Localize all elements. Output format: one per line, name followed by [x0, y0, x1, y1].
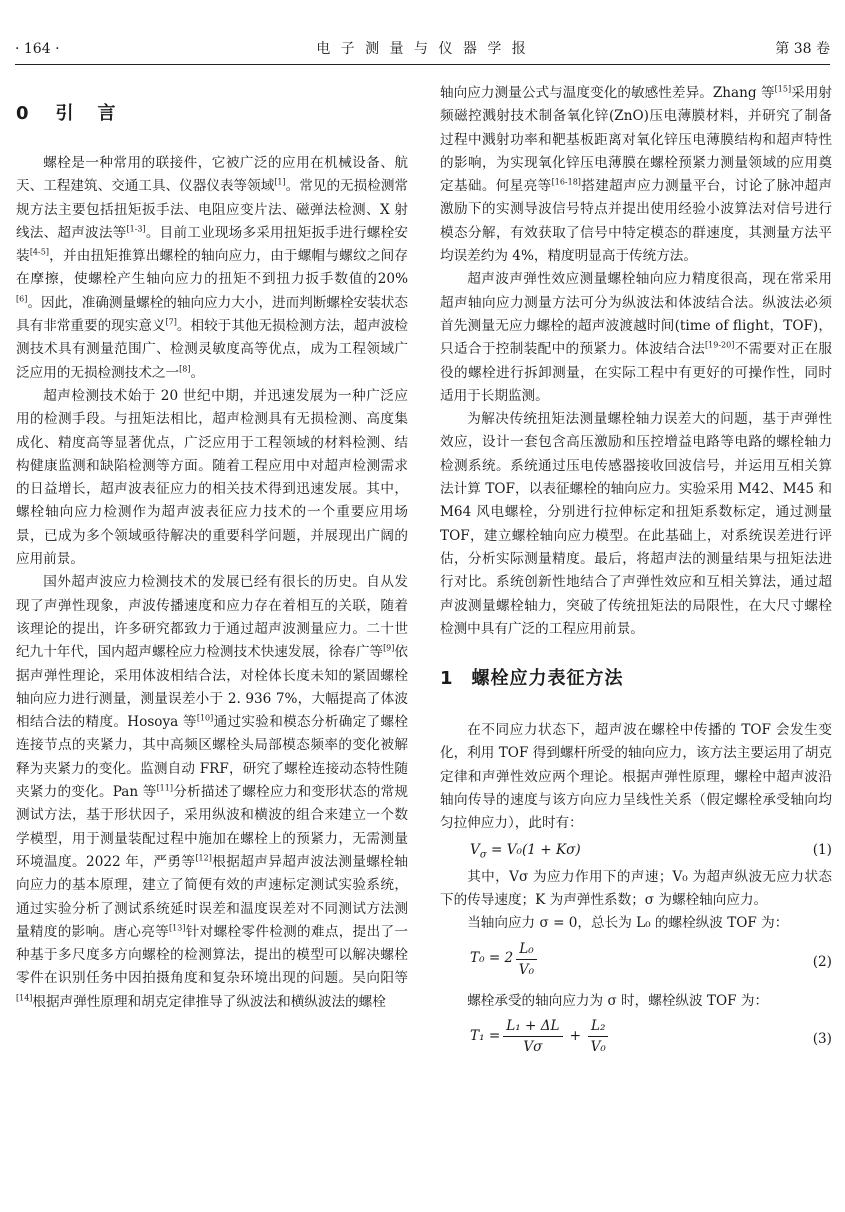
citation: [1]	[274, 177, 286, 187]
left-column	[16, 82, 408, 1014]
paragraph: 在不同应力状态下，超声波在螺栓中传播的 TOF 会发生变化，利用 TOF 得到螺杆所受的轴向应力，该方法主要运用了胡克定律和声弹性效应两个理论。根据声弹性原理，螺栓中超声波沿轴向传导的速度与该方向应力呈线性关系（假定螺栓承受轴向均匀拉伸应力），此时有：	[440, 722, 832, 832]
paragraph: 螺栓承受的轴向应力为 σ 时，螺栓纵波 TOF 为：	[467, 992, 769, 1009]
citation: [14]	[16, 993, 33, 1003]
volume-label: 第 38 卷	[775, 41, 830, 57]
section-heading-method	[440, 667, 832, 691]
citation: [16-18]	[551, 177, 581, 187]
page-number: · 164 ·	[15, 41, 60, 57]
section-title: 螺栓应力表征方法	[471, 668, 624, 690]
running-header	[15, 40, 830, 62]
citation: [4-5]	[29, 247, 49, 257]
equation-1: $V_\sigma = V_0(1 + K\sigma)$ (1)	[440, 839, 832, 863]
citation: [7]	[165, 317, 177, 327]
equation-number: (1)	[812, 841, 832, 858]
citation: [13]	[169, 923, 186, 933]
equation-number: (3)	[812, 1030, 832, 1047]
citation: [8]	[179, 364, 191, 374]
paragraph: 超声检测技术始于 20 世纪中期，并迅速发展为一种广泛应用的检测手段。与扭矩法相比，超声检测具有无损检测、高度集成化、精度高等显著优点，广泛应用于工程领域的材料检测、结构健康监测和缺陷检测等方面。随着工程应用中对超声检测需求的日益增长，超声波表征应力的相关技术得到迅速发展。其中，螺栓轴向应力检测作为超声波表征应力技术的一个重要应用场景，已成为多个领域亟待解决的重要科学问题，并展现出广阔的应用前景。	[16, 387, 408, 568]
paragraph: 国外超声波应力检测技术的发展已经有很长的历史。自从发现了声弹性现象，声波传播速度和应力存在着相互的关联，随着该理论的提出，许多研究都致力于通过超声波测量应力。二十世纪九十年代，国内超声螺栓应力检测技术快速发展，徐春广等[9]依据声弹性理论，采用体波相结合法，对栓体长度未知的紧固螺栓轴向应力进行测量，测量误差小于 2. 936 7%，大幅提高了体波相结合法的精度。Hosoya 等[10]通过实验和模态分析确定了螺栓连接节点的夹紧力，其中高频区螺栓头局部模态频率的变化被解释为夹紧力的变化。监测自动 FRF，研究了螺栓连接动态特性随夹紧力的变化。Pan 等[11]分析描述了螺栓应力和变形状态的常规测试方法，基于形状因子，采用纵波和横波的组合来建立一个数学模型，用于测量装配过程中施加在螺栓上的预紧力，无需测量环境温度。2022 年，严勇等[12]根据超声异超声波法测量螺栓轴向应力的基本原理，建立了简便有效的声速标定测试实验系统，通过实验分析了测试系统延时误差和温度误差对不同测试方法测量精度的影响。唐心亮等[13]针对螺栓零件检测的难点，提出了一种基于多尺度多方向螺栓的检测算法，提出的模型可以解决螺栓零件在识别任务中因拍摄角度和复杂环境出现的问题。吴向阳等[14]根据声弹性原理和胡克定律推导了纵波法和横纵波法的螺栓	[16, 574, 409, 1010]
citation: [11]	[156, 783, 173, 793]
paragraph: 当轴向应力 σ = 0，总长为 L₀ 的螺栓纵波 TOF 为：	[467, 915, 789, 932]
header-rule	[15, 64, 830, 65]
section-number: 0	[16, 103, 30, 124]
paragraph-continued: 轴向应力测量公式与温度变化的敏感性差异。Zhang 等[15]采用射频磁控溅射技术制备氧化锌(ZnO)压电薄膜材料，并研究了制备过程中溅射功率和靶基板距离对氧化锌压电薄膜结构和超声特性的影响，为实现氧化锌压电薄膜在螺栓预紧力测量领域的应用奠定基础。何星亮等[16-18]搭建超声应力测量平台，讨论了脉冲超声激励下的实测导波信号特点并提出使用经验小波算法对信号进行模态分解，有效获取了信号中特定模态的群速度，其测量方法平均误差约为 4%，精度明显高于传统方法。	[440, 84, 833, 265]
equation-2: T₀ = 2 $\frac{\text{L₀}}{\text{V₀}}$ (2)	[470, 940, 832, 978]
paragraph: 超声波声弹性效应测量螺栓轴向应力精度很高，现在常采用超声轴向应力测量方法可分为纵波法和体波结合法。纵波法必须首先测量无应力螺栓的超声波渡越时间(time of flight，TOF)，只适合于控制装配中的预紧力。体波结合法[19-20]不需要对正在服役的螺栓进行拆卸测量，在实际工程中有更好的可操作性，同时适用于长期监测。	[440, 271, 833, 404]
paragraph: 螺栓是一种常用的联接件，它被广泛的应用在机械设备、航天、工程建筑、交通工具、仪器仪表等领域[1]。常见的无损检测常规方法主要包括扭矩扳手法、电阻应变片法、磁弹法检测、X 射线法、超声波法等[1-3]。目前工业现场多采用扭矩扳手进行螺栓安装[4-5]，并由扭矩推算出螺栓的轴向应力，由于螺帽与螺纹之间存在摩擦，使螺栓产生轴向应力的扭矩不到扭力扳手数值的20%[6]。因此，准确测量螺栓的轴向应力大小，进而判断螺栓安装状态具有非常重要的现实意义[7]。相较于其他无损检测方法，超声波检测技术具有测量范围广、检测灵敏度高等优点，成为工程领域广泛应用的无损检测技术之一[8]。	[16, 155, 409, 381]
section-number: 1	[440, 668, 454, 690]
paragraph: 其中，Vσ 为应力作用下的声速；V₀ 为超声纵波无应力状态下的传导速度；K 为声弹性系数；σ 为螺栓轴向应力。	[440, 868, 832, 908]
section-title: 引言	[55, 103, 140, 124]
citation: [1-3]	[126, 224, 146, 234]
section-heading-intro	[16, 102, 408, 126]
citation: [6]	[16, 294, 28, 304]
equation-number: (2)	[812, 953, 832, 970]
right-column	[440, 82, 832, 1067]
paragraph: 为解决传统扭矩法测量螺栓轴力误差大的问题，基于声弹性效应，设计一套包含高压激励和压控增益电路等电路的螺栓轴力检测系统。系统通过压电传感器接收回波信号，并运用互相关算法计算 TOF，以表征螺栓的轴向应力。实验采用 M42、M45 和 M64 风电螺栓，分别进行拉伸标定和扭矩系数标定，通过测量 TOF，建立螺栓轴向应力模型。在此基础上，对系统误差进行评估，分析实际测量精度。最后，将超声法的测量结果与扭矩法进行对比。系统创新性地结合了声弹性效应和互相关算法，通过超声波测量螺栓轴力，突破了传统扭矩法的局限性，在大尺寸螺栓检测中具有广泛的工程应用前景。	[440, 411, 832, 637]
citation: [19-20]	[705, 340, 735, 350]
journal-title: 电 子 测 量 与 仪 器 学 报	[316, 41, 529, 57]
citation: [15]	[774, 84, 792, 94]
citation: [10]	[196, 713, 214, 723]
citation: [9]	[383, 643, 395, 653]
citation: [12]	[195, 853, 212, 863]
equation-3: T₁ = $\frac{\text{L₁ + ΔL}}{V\sigma}$ + $\frac{\text{L₂}}{\text{V₀}}$ (3)	[470, 1017, 832, 1055]
